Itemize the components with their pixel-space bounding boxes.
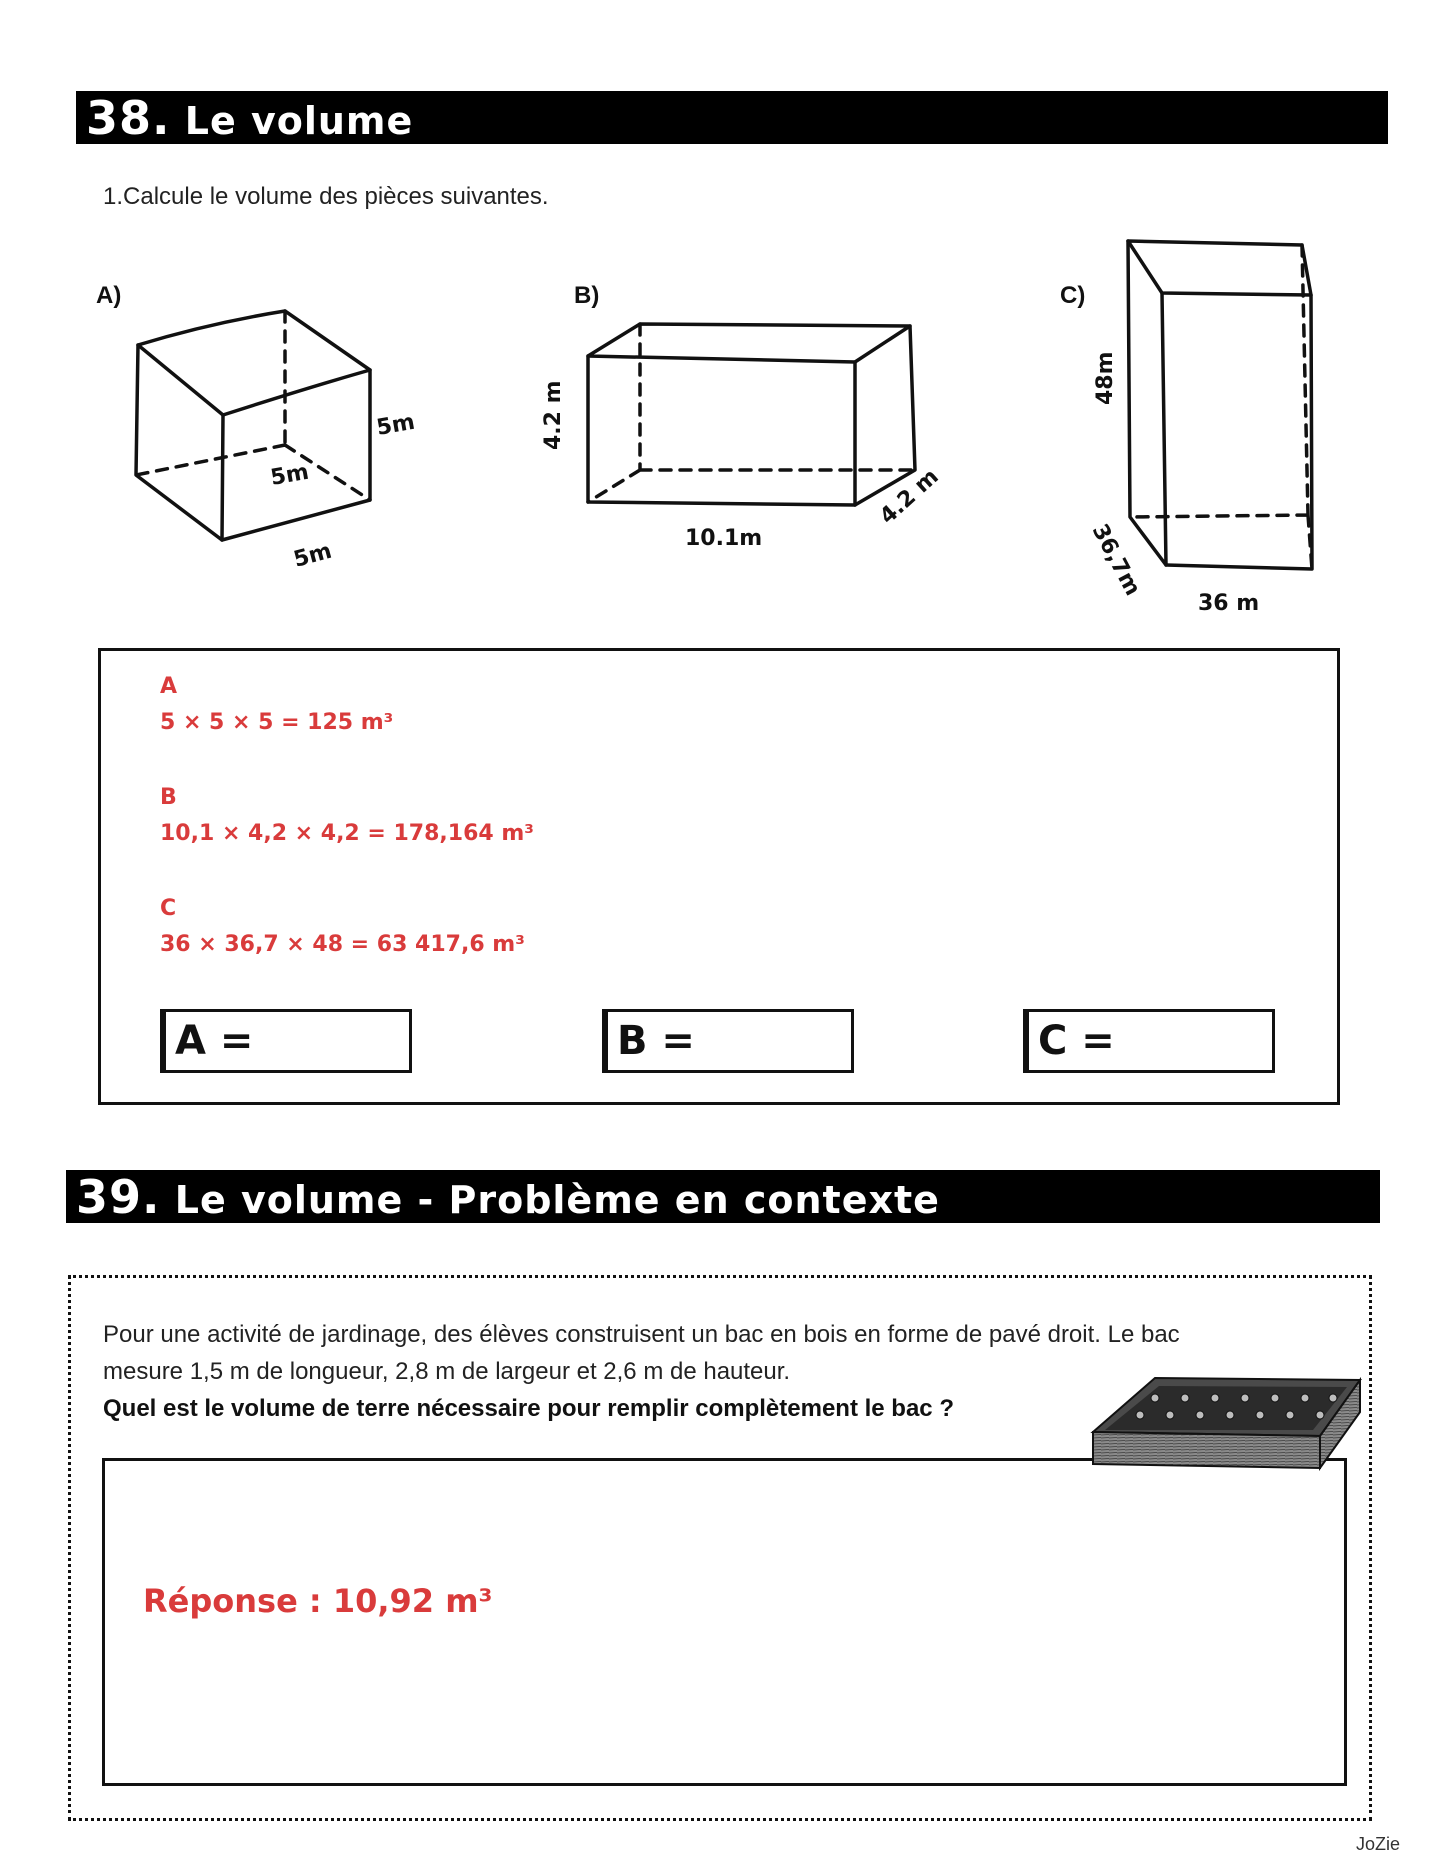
result-box-c-label: C = xyxy=(1038,1018,1115,1064)
figure-c-dim-depth: 36,7m xyxy=(1086,520,1146,600)
figure-c-label: C) xyxy=(1060,282,1086,309)
problem-text: Pour une activité de jardinage, des élèves construisent un bac en bois en forme de pavé droit. Le bac mesure 1,5 m de longueur, 2,8 m de largeur et 2,6 m de hauteur. xyxy=(103,1321,1180,1385)
problem-answer: Réponse : 10,92 m³ xyxy=(143,1582,493,1620)
answer-c-calc: 36 × 36,7 × 48 = 63 417,6 m³ xyxy=(160,932,525,957)
answer-b-letter: B xyxy=(160,785,177,810)
figure-b-box xyxy=(530,300,950,560)
problem-question: Quel est le volume de terre nécessaire pour remplir complètement le bac ? xyxy=(103,1395,954,1422)
figure-a-dim-depth: 5m xyxy=(268,459,311,491)
section-title: Le volume xyxy=(184,99,414,143)
figure-b-label: B) xyxy=(574,282,600,309)
figure-a-cube xyxy=(120,295,420,595)
section-39-banner xyxy=(66,1170,1380,1223)
instruction-text: 1.Calcule le volume des pièces suivantes. xyxy=(103,183,549,210)
result-box-b-label: B = xyxy=(617,1018,695,1064)
answer-a-letter: A xyxy=(160,674,178,699)
section-title: Le volume - Problème en contexte xyxy=(174,1178,940,1222)
garden-bed-illustration xyxy=(1085,1370,1365,1485)
figure-b-dim-height: 4.2 m xyxy=(541,380,566,450)
figure-b-dim-depth: 4.2 m xyxy=(875,464,944,530)
figure-b-dim-length: 10.1m xyxy=(685,526,763,551)
section-number: 38. xyxy=(86,91,171,145)
figure-c-dim-height: 48m xyxy=(1093,351,1118,405)
figure-a-dim-width: 5m xyxy=(291,538,335,573)
result-box-a-label: A = xyxy=(175,1018,254,1064)
figure-c-dim-width: 36 m xyxy=(1198,591,1260,616)
result-box-a[interactable] xyxy=(160,1009,412,1073)
section-38-banner xyxy=(76,91,1388,144)
answer-c-letter: C xyxy=(160,896,177,921)
figure-a-dim-height: 5m xyxy=(374,409,417,441)
result-box-c[interactable] xyxy=(1023,1009,1275,1073)
work-area[interactable] xyxy=(102,1458,1347,1786)
result-box-b[interactable] xyxy=(602,1009,854,1073)
answer-b-calc: 10,1 × 4,2 × 4,2 = 178,164 m³ xyxy=(160,821,534,846)
section-number: 39. xyxy=(76,1170,161,1224)
figure-c-tall-box xyxy=(1080,225,1340,625)
problem-statement xyxy=(103,1316,1223,1427)
author-credit: JoZie xyxy=(1355,1834,1400,1854)
figure-a-label: A) xyxy=(96,282,122,309)
answer-a-calc: 5 × 5 × 5 = 125 m³ xyxy=(160,710,394,735)
